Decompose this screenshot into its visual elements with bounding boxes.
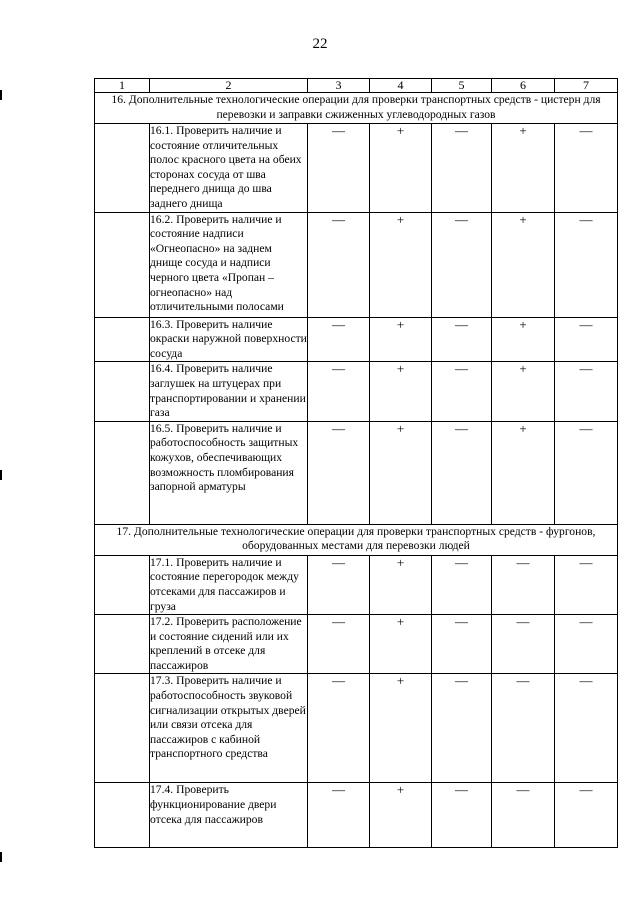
left-margin-mark <box>0 852 2 862</box>
mark-cell: + <box>370 317 432 362</box>
table-row <box>95 783 618 848</box>
mark-cell: — <box>308 317 370 362</box>
mark-cell: + <box>370 212 432 317</box>
mark-cell: + <box>492 362 555 421</box>
operation-text: 16.3. Проверить наличие окраски наружной поверхности сосуда <box>150 317 308 362</box>
mark-cell: — <box>308 674 370 783</box>
mark-cell: — <box>555 674 618 783</box>
operation-text: 17.4. Проверить функционирование двери отсека для пассажиров <box>150 783 308 848</box>
left-margin-mark <box>0 470 2 480</box>
row-col1-cell <box>95 674 150 783</box>
mark-cell: — <box>492 615 555 674</box>
column-header: 6 <box>492 79 555 93</box>
mark-cell: — <box>308 362 370 421</box>
section-heading: 16. Дополнительные технологические операции для проверки транспортных средств - цистерн для перевозки и заправки сжиженных углеводородных газов <box>95 93 618 124</box>
mark-cell: — <box>308 421 370 524</box>
mark-cell: — <box>308 555 370 614</box>
table-row <box>95 212 618 317</box>
page-number: 22 <box>312 36 328 52</box>
row-col1-cell <box>95 555 150 614</box>
operation-text: 16.2. Проверить наличие и состояние надписи «Огнеопасно» на заднем днище сосуда и надписи черного цвета «Пропан – огнеопасно» над отличительными полосами <box>150 212 308 317</box>
mark-cell: — <box>432 124 492 213</box>
mark-cell: + <box>370 615 432 674</box>
mark-cell: — <box>555 421 618 524</box>
mark-cell: — <box>432 212 492 317</box>
mark-cell: — <box>492 674 555 783</box>
left-margin-mark <box>0 90 2 100</box>
mark-cell: — <box>492 555 555 614</box>
section-row <box>95 93 618 124</box>
inspection-table <box>94 78 618 848</box>
mark-cell: — <box>432 783 492 848</box>
mark-cell: — <box>555 124 618 213</box>
table-row <box>95 124 618 213</box>
column-header: 5 <box>432 79 492 93</box>
section-row <box>95 524 618 555</box>
column-header: 2 <box>150 79 308 93</box>
table-row <box>95 317 618 362</box>
mark-cell: — <box>308 783 370 848</box>
row-col1-cell <box>95 212 150 317</box>
table-row <box>95 674 618 783</box>
mark-cell: + <box>492 421 555 524</box>
mark-cell: — <box>555 317 618 362</box>
mark-cell: + <box>370 421 432 524</box>
row-col1-cell <box>95 615 150 674</box>
operation-text: 17.2. Проверить расположение и состояние сидений или их креплений в отсеке для пассажиров <box>150 615 308 674</box>
table-row <box>95 555 618 614</box>
operation-text: 16.4. Проверить наличие заглушек на штуцерах при транспортировании и хранении газа <box>150 362 308 421</box>
mark-cell: — <box>308 615 370 674</box>
mark-cell: + <box>370 124 432 213</box>
mark-cell: + <box>370 674 432 783</box>
row-col1-cell <box>95 317 150 362</box>
mark-cell: + <box>492 124 555 213</box>
mark-cell: — <box>555 555 618 614</box>
mark-cell: — <box>555 615 618 674</box>
mark-cell: — <box>555 362 618 421</box>
row-col1-cell <box>95 124 150 213</box>
mark-cell: — <box>308 124 370 213</box>
mark-cell: — <box>492 783 555 848</box>
table-row <box>95 421 618 524</box>
column-header: 1 <box>95 79 150 93</box>
mark-cell: — <box>432 421 492 524</box>
mark-cell: — <box>432 317 492 362</box>
table-row <box>95 615 618 674</box>
mark-cell: + <box>492 212 555 317</box>
operation-text: 17.1. Проверить наличие и состояние перегородок между отсеками для пассажиров и груза <box>150 555 308 614</box>
mark-cell: — <box>555 783 618 848</box>
header-row <box>95 79 618 93</box>
operation-text: 16.1. Проверить наличие и состояние отличительных полос красного цвета на обеих сторонах сосуда от шва переднего днища до шва заднего днища <box>150 124 308 213</box>
operation-text: 16.5. Проверить наличие и работоспособность защитных кожухов, обеспечивающих возможность пломбирования запорной арматуры <box>150 421 308 524</box>
mark-cell: + <box>370 362 432 421</box>
row-col1-cell <box>95 362 150 421</box>
table-row <box>95 362 618 421</box>
mark-cell: + <box>370 783 432 848</box>
row-col1-cell <box>95 783 150 848</box>
operation-text: 17.3. Проверить наличие и работоспособность звуковой сигнализации открытых дверей или связи отсека для пассажиров с кабиной транспортного средства <box>150 674 308 783</box>
mark-cell: + <box>492 317 555 362</box>
column-header: 7 <box>555 79 618 93</box>
column-header: 3 <box>308 79 370 93</box>
mark-cell: — <box>555 212 618 317</box>
row-col1-cell <box>95 421 150 524</box>
mark-cell: — <box>432 362 492 421</box>
mark-cell: + <box>370 555 432 614</box>
mark-cell: — <box>432 674 492 783</box>
section-heading: 17. Дополнительные технологические операции для проверки транспортных средств - фургонов, оборудованных местами для перевозки людей <box>95 524 618 555</box>
column-header: 4 <box>370 79 432 93</box>
mark-cell: — <box>432 555 492 614</box>
mark-cell: — <box>308 212 370 317</box>
mark-cell: — <box>432 615 492 674</box>
